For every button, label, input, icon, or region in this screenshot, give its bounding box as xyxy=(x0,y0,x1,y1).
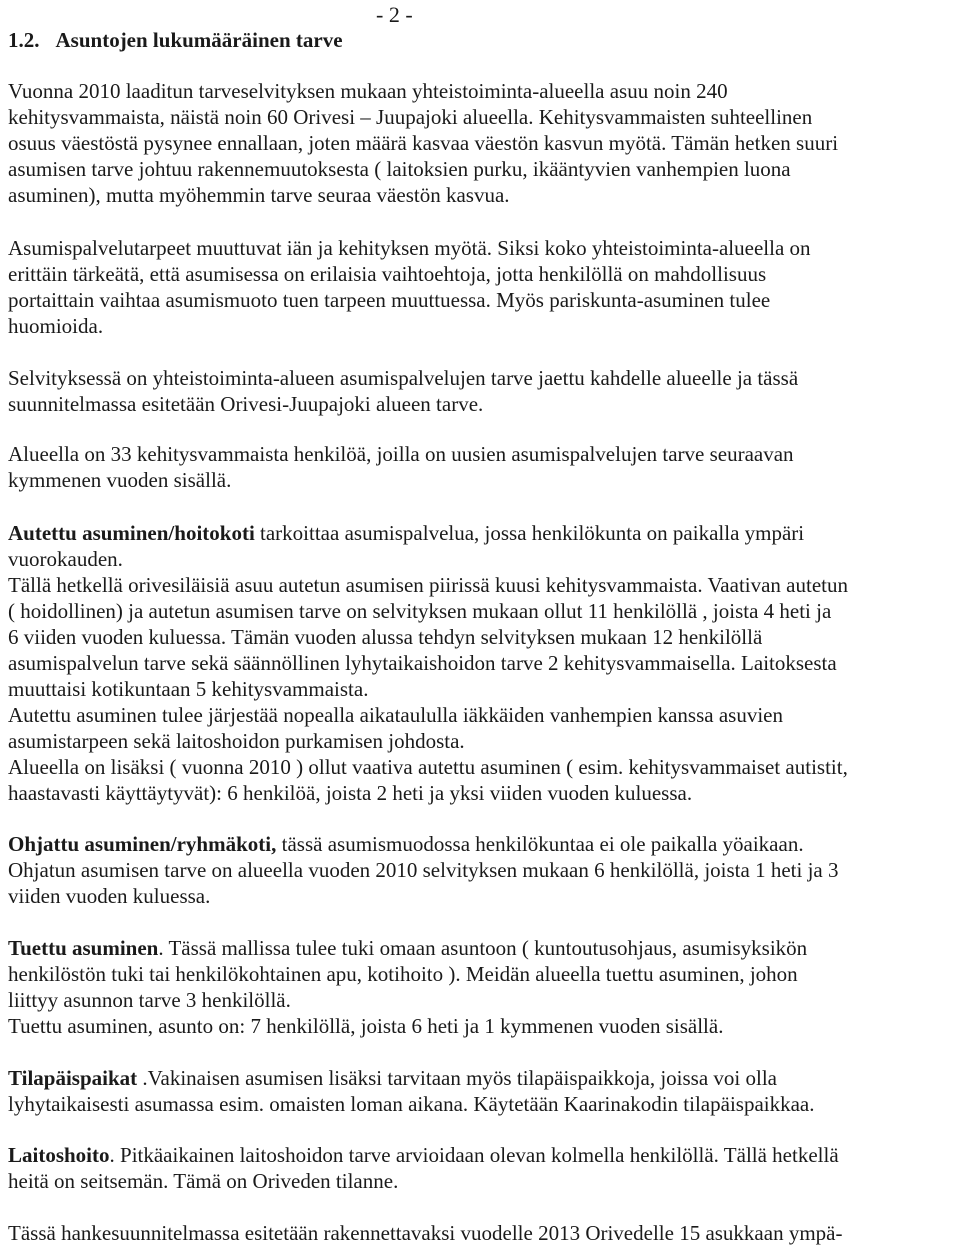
paragraph-needs-change xyxy=(8,235,938,339)
text-line: ( hoidollinen) ja autetun asumisen tarve on selvityksen mukaan ollut 11 henkilöllä , joista 4 heti ja xyxy=(8,599,832,623)
paragraph-laitoshoito xyxy=(8,1142,938,1194)
text-run: . Pitkäaikainen laitoshoidon tarve arvioidaan olevan kolmella henkilöllä. Tällä hetkellä xyxy=(109,1143,839,1167)
text-line: vuorokauden. xyxy=(8,547,123,571)
text-line: Alueella on lisäksi ( vuonna 2010 ) ollut vaativa autettu asuminen ( esim. kehitysvammaiset autistit, xyxy=(8,755,848,779)
text-line: Tällä hetkellä orivesiläisiä asuu autetun asumisen piirissä kuusi kehitysvammaista. Vaativan autetun xyxy=(8,573,848,597)
text-line: viiden vuoden kuluessa. xyxy=(8,884,211,908)
text-line: kehitysvammaista, näistä noin 60 Orivesi – Juupajoki alueella. Kehitysvammaisten suhteellinen xyxy=(8,105,813,129)
text-line: muuttaisi kotikuntaan 5 kehitysvammaista. xyxy=(8,677,369,701)
paragraph-count xyxy=(8,441,938,493)
text-run: . Tässä mallissa tulee tuki omaan asuntoon ( kuntoutusohjaus, asumisyksikön xyxy=(158,936,808,960)
text-line: Selvityksessä on yhteistoiminta-alueen asumispalvelujen tarve jaettu kahdelle alueelle ja tässä xyxy=(8,366,799,390)
text-line: osuus väestöstä pysynee ennallaan, joten määrä kasvaa väestön kasvun myötä. Tämän hetken suuri xyxy=(8,131,839,155)
text-line xyxy=(8,831,938,857)
text-line: asumistarpeen sekä laitoshoidon purkamisen johdosta. xyxy=(8,729,465,753)
section-number: 1.2. xyxy=(8,28,40,52)
text-line: Ohjatun asumisen tarve on alueella vuoden 2010 selvityksen mukaan 6 henkilöllä, joista 1 heti ja 3 xyxy=(8,858,839,882)
section-heading xyxy=(8,27,343,53)
bold-term: Autettu asuminen/hoitokoti xyxy=(8,521,255,545)
text-line: 6 viiden vuoden kuluessa. Tämän vuoden alussa tehdyn selvityksen mukaan 12 henkilöllä xyxy=(8,625,763,649)
text-line: haastavasti käyttäytyvät): 6 henkilöä, joista 2 heti ja yksi viiden vuoden kuluessa. xyxy=(8,781,693,805)
text-line: Vuonna 2010 laaditun tarveselvityksen mukaan yhteistoiminta-alueella asuu noin 240 xyxy=(8,79,728,103)
text-run: tässä asumismuodossa henkilökuntaa ei ole paikalla yöaikaan. xyxy=(276,832,804,856)
paragraph-ohjattu xyxy=(8,831,938,909)
section-title: Asuntojen lukumääräinen tarve xyxy=(55,28,343,52)
text-line xyxy=(8,1142,938,1168)
bold-term: Tuettu asuminen xyxy=(8,936,159,960)
paragraph-autettu xyxy=(8,520,938,806)
text-line xyxy=(8,1065,938,1091)
paragraph-tilapaispaikat xyxy=(8,1065,938,1117)
text-line: Asumispalvelutarpeet muuttuvat iän ja kehityksen myötä. Siksi koko yhteistoiminta-alueella on xyxy=(8,236,811,260)
text-line: lyhytaikaisesti asumassa esim. omaisten loman aikana. Käytetään Kaarinakodin tilapäispaikkaa. xyxy=(8,1092,815,1116)
text-line: asumisen tarve johtuu rakennemuutoksesta ( laitoksien purku, ikääntyvien vanhempien luona xyxy=(8,157,791,181)
text-line: Autettu asuminen tulee järjestää nopealla aikataululla iäkkäiden vanhempien kanssa asuvien xyxy=(8,703,783,727)
text-line: kymmenen vuoden sisällä. xyxy=(8,468,232,492)
text-run: .Vakinaisen asumisen lisäksi tarvitaan myös tilapäispaikkoja, joissa voi olla xyxy=(137,1066,777,1090)
paragraph-split xyxy=(8,365,938,417)
bold-term: Tilapäispaikat xyxy=(8,1066,138,1090)
text-line: Alueella on 33 kehitysvammaista henkilöä, joilla on uusien asumispalvelujen tarve seuraavan xyxy=(8,442,794,466)
text-line: asumispalvelun tarve sekä säännöllinen lyhytaikaishoidon tarve 2 kehitysvammaisella. Laitoksesta xyxy=(8,651,837,675)
text-line: erittäin tärkeätä, että asumisessa on erilaisia vaihtoehtoja, jotta henkilöllä on mahdollisuus xyxy=(8,262,767,286)
paragraph-tuettu xyxy=(8,935,938,1039)
text-line: portaittain vaihtaa asumismuoto tuen tarpeen muuttuessa. Myös pariskunta-asuminen tulee xyxy=(8,288,771,312)
bold-term: Laitoshoito xyxy=(8,1143,110,1167)
text-run: tarkoittaa asumispalvelua, jossa henkilökunta on paikalla ympäri xyxy=(254,521,805,545)
text-line: heitä on seitsemän. Tämä on Oriveden tilanne. xyxy=(8,1169,399,1193)
paragraph-intro xyxy=(8,78,938,208)
text-line xyxy=(8,935,938,961)
page-number: - 2 - xyxy=(376,2,413,27)
text-line: henkilöstön tuki tai henkilökohtainen apu, kotihoito ). Meidän alueella tuettu asuminen, johon xyxy=(8,962,798,986)
text-line: huomioida. xyxy=(8,314,104,338)
bold-term: Ohjattu asuminen/ryhmäkoti, xyxy=(8,832,277,856)
text-line: liittyy asunnon tarve 3 henkilöllä. xyxy=(8,988,291,1012)
text-line: Tässä hankesuunnitelmassa esitetään rakennettavaksi vuodelle 2013 Orivedelle 15 asukkaan ympä- xyxy=(8,1221,843,1245)
paragraph-final xyxy=(8,1220,938,1246)
text-line: Tuettu asuminen, asunto on: 7 henkilöllä, joista 6 heti ja 1 kymmenen vuoden sisällä. xyxy=(8,1014,724,1038)
text-line xyxy=(8,520,938,546)
text-line: suunnitelmassa esitetään Orivesi-Juupajoki alueen tarve. xyxy=(8,392,484,416)
text-line: asuminen), mutta myöhemmin tarve seuraa väestön kasvua. xyxy=(8,183,510,207)
